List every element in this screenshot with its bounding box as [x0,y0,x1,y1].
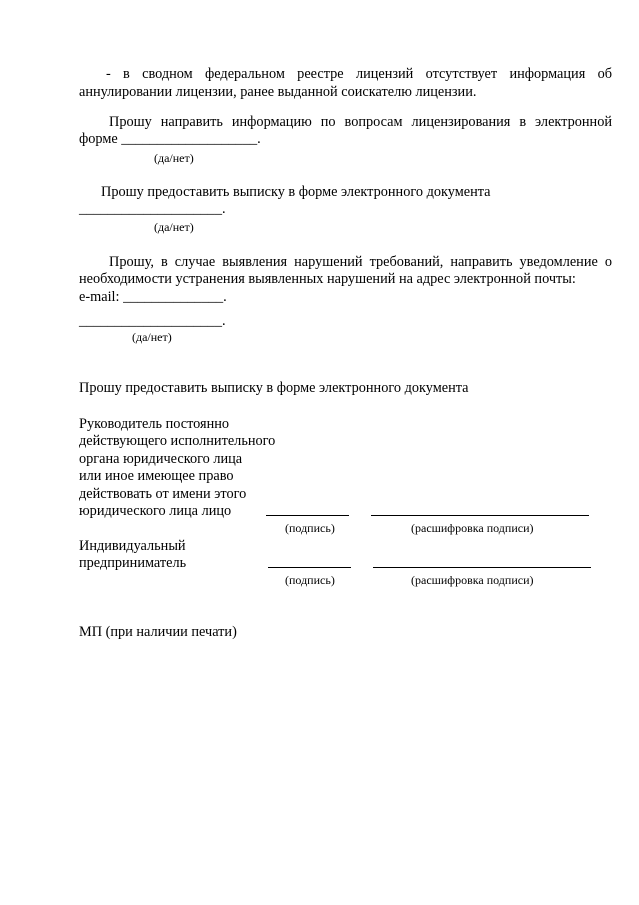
signer-head-line: органа юридического лица [79,451,243,467]
signature-label: (подпись) [285,573,335,587]
paragraph-violations-line-1: Прошу, в случае выявления нарушений требований, направить уведомление о [109,254,612,270]
stamp-placeholder: МП (при наличии печати) [79,624,237,640]
signer-head-line: или иное имеющее право [79,468,234,484]
paragraph-extract-request-line-1: Прошу предоставить выписку в форме электронного документа [101,184,491,200]
answer-line: ____________________. [79,313,226,329]
paragraph-extract-request-line-2: ____________________. [79,201,226,217]
signer-head-line: действовать от имени этого [79,486,247,502]
signer-entrepreneur-line: Индивидуальный [79,538,186,554]
signature-decode-line [373,567,591,568]
signature-decode-label: (расшифровка подписи) [411,521,534,535]
signature-decode-line [371,515,589,516]
signature-label: (подпись) [285,521,335,535]
hint-yes-no: (да/нет) [154,151,194,165]
email-line: e-mail: ______________. [79,289,227,305]
paragraph-extract-request-2: Прошу предоставить выписку в форме электронного документа [79,380,469,396]
signature-line [266,515,349,516]
paragraph-registry-line-2: аннулировании лицензии, ранее выданной соискателю лицензии. [79,84,477,100]
paragraph-info-request-line-1: Прошу направить информацию по вопросам лицензирования в электронной [109,114,612,130]
paragraph-violations-line-2: необходимости устранения выявленных нарушений на адрес электронной почты: [79,271,576,287]
hint-yes-no: (да/нет) [154,220,194,234]
signature-line [268,567,351,568]
paragraph-registry-line-1: - в сводном федеральном реестре лицензий отсутствует информация об [106,66,612,82]
hint-yes-no: (да/нет) [132,330,172,344]
signer-entrepreneur-line: предприниматель [79,555,187,571]
signature-decode-label: (расшифровка подписи) [411,573,534,587]
signer-head-line: действующего исполнительного [79,433,276,449]
paragraph-info-request-line-2: форме ___________________. [79,131,261,147]
signer-head-line: юридического лица лицо [79,503,232,519]
signer-head-line: Руководитель постоянно [79,416,230,432]
